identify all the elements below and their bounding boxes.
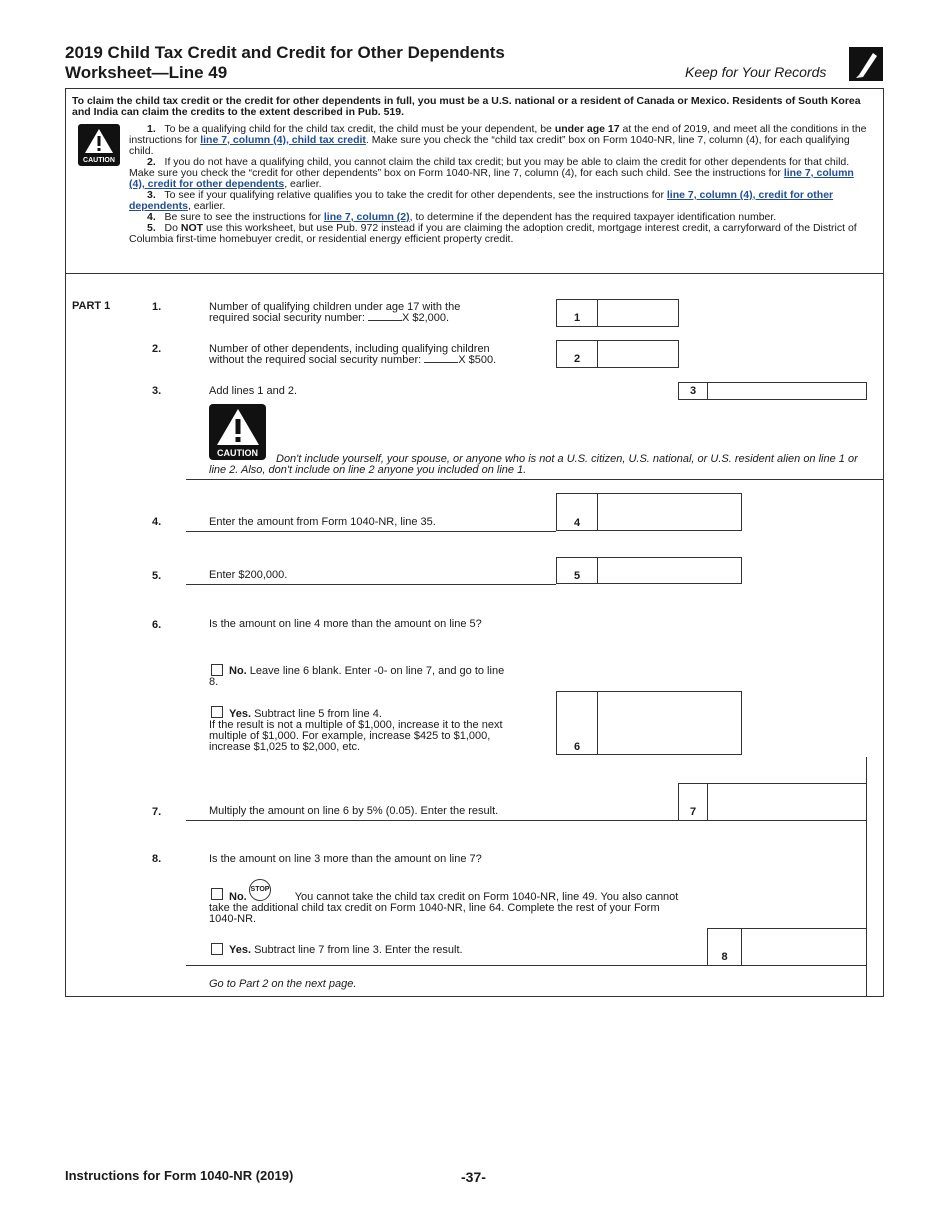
line-4-amount-field[interactable] xyxy=(597,493,742,531)
line-2-amount-field[interactable] xyxy=(597,340,679,368)
line-1-text: Number of qualifying children under age 17 with the required social security number: X $2,000. xyxy=(209,301,461,324)
note-2: 2. If you do not have a qualifying child, you cannot claim the child tax credit; but you may be able to claim the credit for other dependents for that child. Make sure you check the “credit for other dependents” box on Form 1040-NR, line 7, column (4), for each such child. See the instructions for line 7, column (4), credit for other dependents, earlier. xyxy=(129,156,854,190)
caution-text: Don't include yourself, your spouse, or anyone who is not a U.S. citizen, U.S. national, or U.S. resident alien on line 1 or line 2. Also, don't include on line 2 anyone you included on line 1. xyxy=(209,453,858,476)
line-6-no-text: No. Leave line 6 blank. Enter -0- on line 7, and go to line 8. xyxy=(209,665,505,688)
caution-icon: CAUTION xyxy=(78,124,120,166)
part-label: PART 1 xyxy=(72,300,111,312)
link-child-tax-credit[interactable]: line 7, column (4), child tax credit xyxy=(200,134,366,146)
line-4-label-box: 4 xyxy=(556,493,598,531)
go-to-part-2: Go to Part 2 on the next page. xyxy=(209,978,357,990)
page-number: -37- xyxy=(461,1169,486,1185)
line-3-amount-field[interactable] xyxy=(707,382,867,400)
line-number: 3. xyxy=(152,385,162,397)
footer-form-name: Instructions for Form 1040-NR (2019) xyxy=(65,1168,294,1183)
divider xyxy=(186,531,556,532)
line-8-label-box: 8 xyxy=(707,928,742,966)
line-8-no-text: No. You cannot take the child tax credit on Form 1040-NR, line 49. You also cannot take the additional child tax credit on Form 1040-NR, line 64. Complete the rest of your Form 1040-NR. xyxy=(209,891,679,925)
keep-for-records: Keep for Your Records xyxy=(685,64,827,80)
note-4: 4. Be sure to see the instructions for line 7, column (2), to determine if the dependent has the required taxpayer identification number. xyxy=(147,211,777,223)
line-6-yes-text: Yes. Subtract line 5 from line 4. If the result is not a multiple of $1,000, increase it to the next multiple of $1,000. For example, increase $425 to $1,000, increase $1,025 to $2,000, etc. xyxy=(209,708,503,753)
caution-icon: CAUTION xyxy=(209,404,266,460)
pen-icon xyxy=(849,47,883,81)
blank-line xyxy=(368,320,402,321)
line-1-label-box: 1 xyxy=(556,299,598,327)
line-8-yes-text: Yes. Subtract line 7 from line 3. Enter the result. xyxy=(229,944,463,956)
line-3-label-box: 3 xyxy=(678,382,708,400)
line-number: 5. xyxy=(152,570,162,582)
intro-statement: To claim the child tax credit or the credit for other dependents in full, you must be a U.S. national or a resident of Canada or Mexico. Residents of South Korea and India can claim the credits to the extent described in Pub. 519. xyxy=(72,95,861,118)
link-credit-other-dependents[interactable]: line 7, column (4), credit for other dependents xyxy=(129,167,854,190)
line-5-text: Enter $200,000. xyxy=(209,569,288,581)
divider xyxy=(186,479,884,480)
line-number: 1. xyxy=(152,301,162,313)
line-number: 8. xyxy=(152,853,162,865)
line-number: 4. xyxy=(152,516,162,528)
line-8-text: Is the amount on line 3 more than the amount on line 7? xyxy=(209,853,482,865)
line-3-text: Add lines 1 and 2. xyxy=(209,385,298,397)
line-2-label-box: 2 xyxy=(556,340,598,368)
divider xyxy=(65,273,884,274)
line-number: 6. xyxy=(152,619,162,631)
line-1-amount-field[interactable] xyxy=(597,299,679,327)
note-1: 1. To be a qualifying child for the child tax credit, the child must be your dependent, be under age 17 at the end of 2019, and meet all the conditions in the instructions for line 7, column (4), child tax credit. Make sure you check the “child tax credit” box on Form 1040-NR, line 7, column (4), for each qualifying child. xyxy=(129,123,867,157)
page-title: 2019 Child Tax Credit and Credit for Other Dependents Worksheet—Line 49 xyxy=(65,43,505,82)
line-7-label-box: 7 xyxy=(678,783,708,821)
line-8-amount-field[interactable] xyxy=(741,928,867,966)
link-column-2[interactable]: line 7, column (2) xyxy=(323,211,410,223)
line-6-text: Is the amount on line 4 more than the amount on line 5? xyxy=(209,618,482,630)
line-6-label-box: 6 xyxy=(556,691,598,755)
line-7-text: Multiply the amount on line 6 by 5% (0.05). Enter the result. xyxy=(209,805,499,817)
line-number: 7. xyxy=(152,806,162,818)
line-5-label-box: 5 xyxy=(556,557,598,584)
line-5-amount-field[interactable] xyxy=(597,557,742,584)
line-2-text: Number of other dependents, including qualifying children without the required social security number: X $500. xyxy=(209,343,497,366)
link-credit-other-dependents-2[interactable]: line 7, column (4), credit for other dependents xyxy=(129,189,834,212)
line-6-amount-field[interactable] xyxy=(597,691,742,755)
line-7-amount-field[interactable] xyxy=(707,783,867,821)
divider xyxy=(186,584,556,585)
note-5: 5. Do NOT use this worksheet, but use Pub. 972 instead if you are claiming the adoption credit, mortgage interest credit, a carryforward of the District of Columbia first-time homebuyer credit, or residential energy efficient property credit. xyxy=(129,222,857,245)
line-number: 2. xyxy=(152,343,162,355)
line-4-text: Enter the amount from Form 1040-NR, line 35. xyxy=(209,516,436,528)
intro-notes xyxy=(129,124,869,245)
stop-icon: STOP xyxy=(249,879,271,901)
note-3: 3. To see if your qualifying relative qualifies you to take the credit for other dependents, see the instructions for line 7, column (4), credit for other dependents, earlier. xyxy=(129,189,834,212)
blank-line xyxy=(424,362,458,363)
